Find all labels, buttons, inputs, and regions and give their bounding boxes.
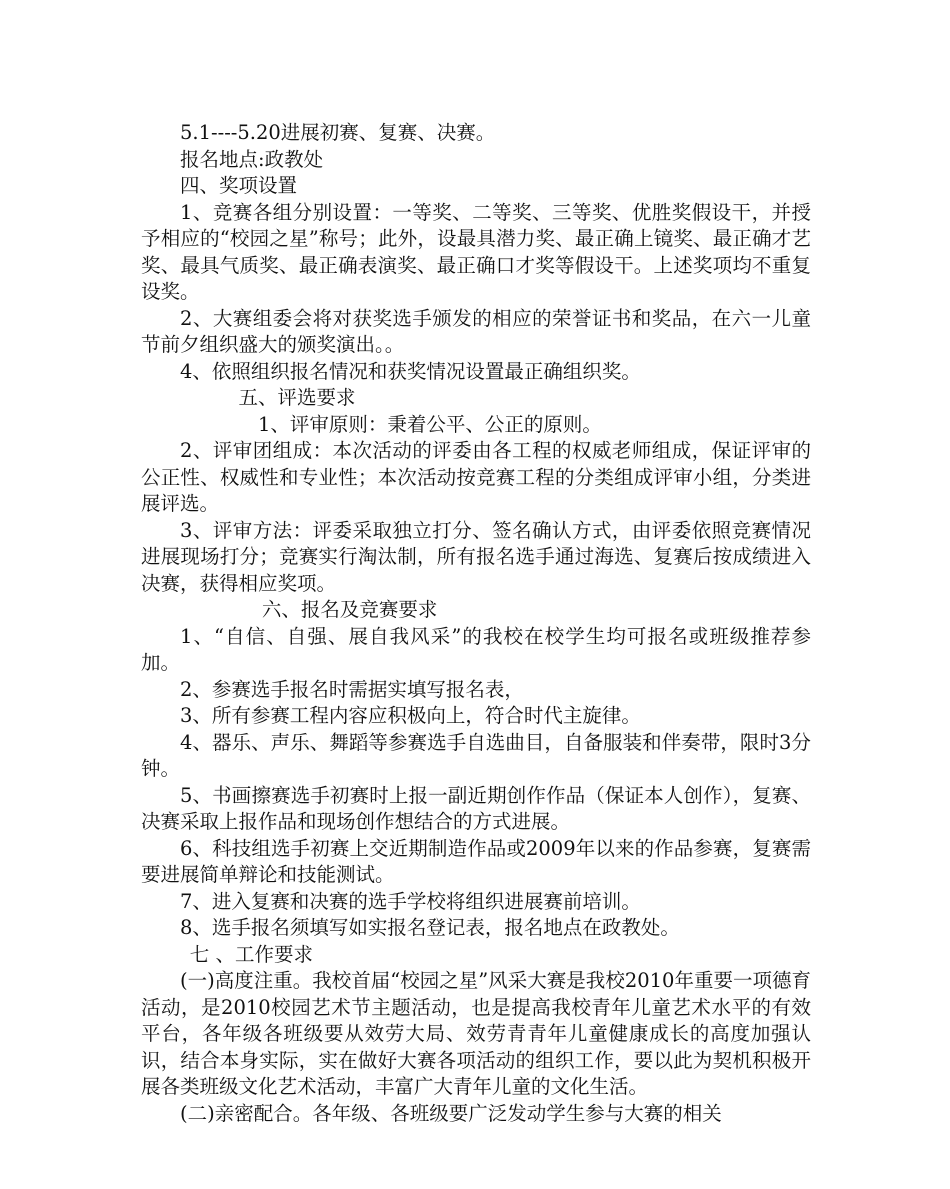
paragraph-award-4: 4、依照组织报名情况和获奖情况设置最正确组织奖。 (180, 359, 641, 383)
paragraph-registration-7: 7、进入复赛和决赛的选手学校将组织进展赛前培训。 (180, 889, 641, 913)
paragraph-schedule: 5.1----5.20进展初赛、复赛、决赛。 (180, 121, 496, 144)
paragraph-registration-5: 5、书画擦赛选手初赛时上报一副近期创作作品（保证本人创作），复赛、决赛采取上报作品和现场创作想结合的方式进展。 (141, 783, 811, 833)
paragraph-registration-4: 4、器乐、声乐、舞蹈等参赛选手自选曲目，自备服装和伴奏带，限时3分钟。 (141, 730, 811, 780)
paragraph-location: 报名地点:政教处 (180, 147, 324, 171)
paragraph-registration-8: 8、选手报名须填写如实报名登记表，报名地点在政教处。 (180, 916, 680, 939)
paragraph-work-2: (二)亲密配合。各年级、各班级要广泛发动学生参与大赛的相关 (180, 1101, 722, 1125)
section-heading-registration: 六、报名及竞赛要求 (261, 598, 438, 621)
paragraph-registration-3: 3、所有参赛工程内容应积极向上，符合时代主旋律。 (180, 704, 641, 727)
paragraph-registration-2: 2、参赛选手报名时需据实填写报名表， (180, 677, 524, 701)
section-heading-awards: 四、奖项设置 (180, 174, 298, 197)
section-heading-work: 七 、工作要求 (189, 942, 313, 966)
paragraph-judging-2: 2、评审团组成：本次活动的评委由各工程的权威老师组成，保证评审的公正性、权威性和专业性；本次活动按竞赛工程的分类组成评审小组，分类进展评选。 (141, 439, 811, 515)
paragraph-judging-1: 1、评审原则：秉着公平、公正的原则。 (258, 412, 602, 436)
paragraph-award-1: 1、竞赛各组分别设置：一等奖、二等奖、三等奖、优胜奖假设干，并授予相应的“校园之星”称号；此外，设最具潜力奖、最正确上镜奖、最正确才艺奖、最具气质奖、最正确表演奖、最正确口才奖等假设干。上述奖项均不重复设奖。 (141, 200, 811, 303)
paragraph-registration-6: 6、科技组选手初赛上交近期制造作品或2009年以来的作品参赛，复赛需要进展简单辩论和技能测试。 (141, 836, 811, 886)
paragraph-registration-1: 1、“自信、自强、展自我风采”的我校在校学生均可报名或班级推荐参加。 (141, 624, 811, 674)
paragraph-judging-3: 3、评审方法：评委采取独立打分、签名确认方式，由评委依照竞赛情况进展现场打分；竞赛实行淘汰制，所有报名选手通过海选、复赛后按成绩进入决赛，获得相应奖项。 (141, 518, 811, 595)
paragraph-award-2: 2、大赛组委会将对获奖选手颁发的相应的荣誉证书和奖品，在六一儿童节前夕组织盛大的颁奖演出。。 (141, 306, 811, 356)
paragraph-work-1: (一)高度注重。我校首届“校园之星”风采大赛是我校2010年重要一项德育活动，是2010校园艺术节主题活动，也是提高我校青年儿童艺术水平的有效平台，各年级各班级要从效劳大局、效劳青青年儿童健康成长的高度加强认识，结合本身实际，实在做好大赛各项活动的组织工作，要以此为契机积极开展各类班级文化艺术活动，丰富广大青年儿童的文化生活。 (141, 969, 811, 1098)
document-body (141, 120, 811, 1127)
section-heading-judging: 五、评选要求 (238, 386, 356, 409)
